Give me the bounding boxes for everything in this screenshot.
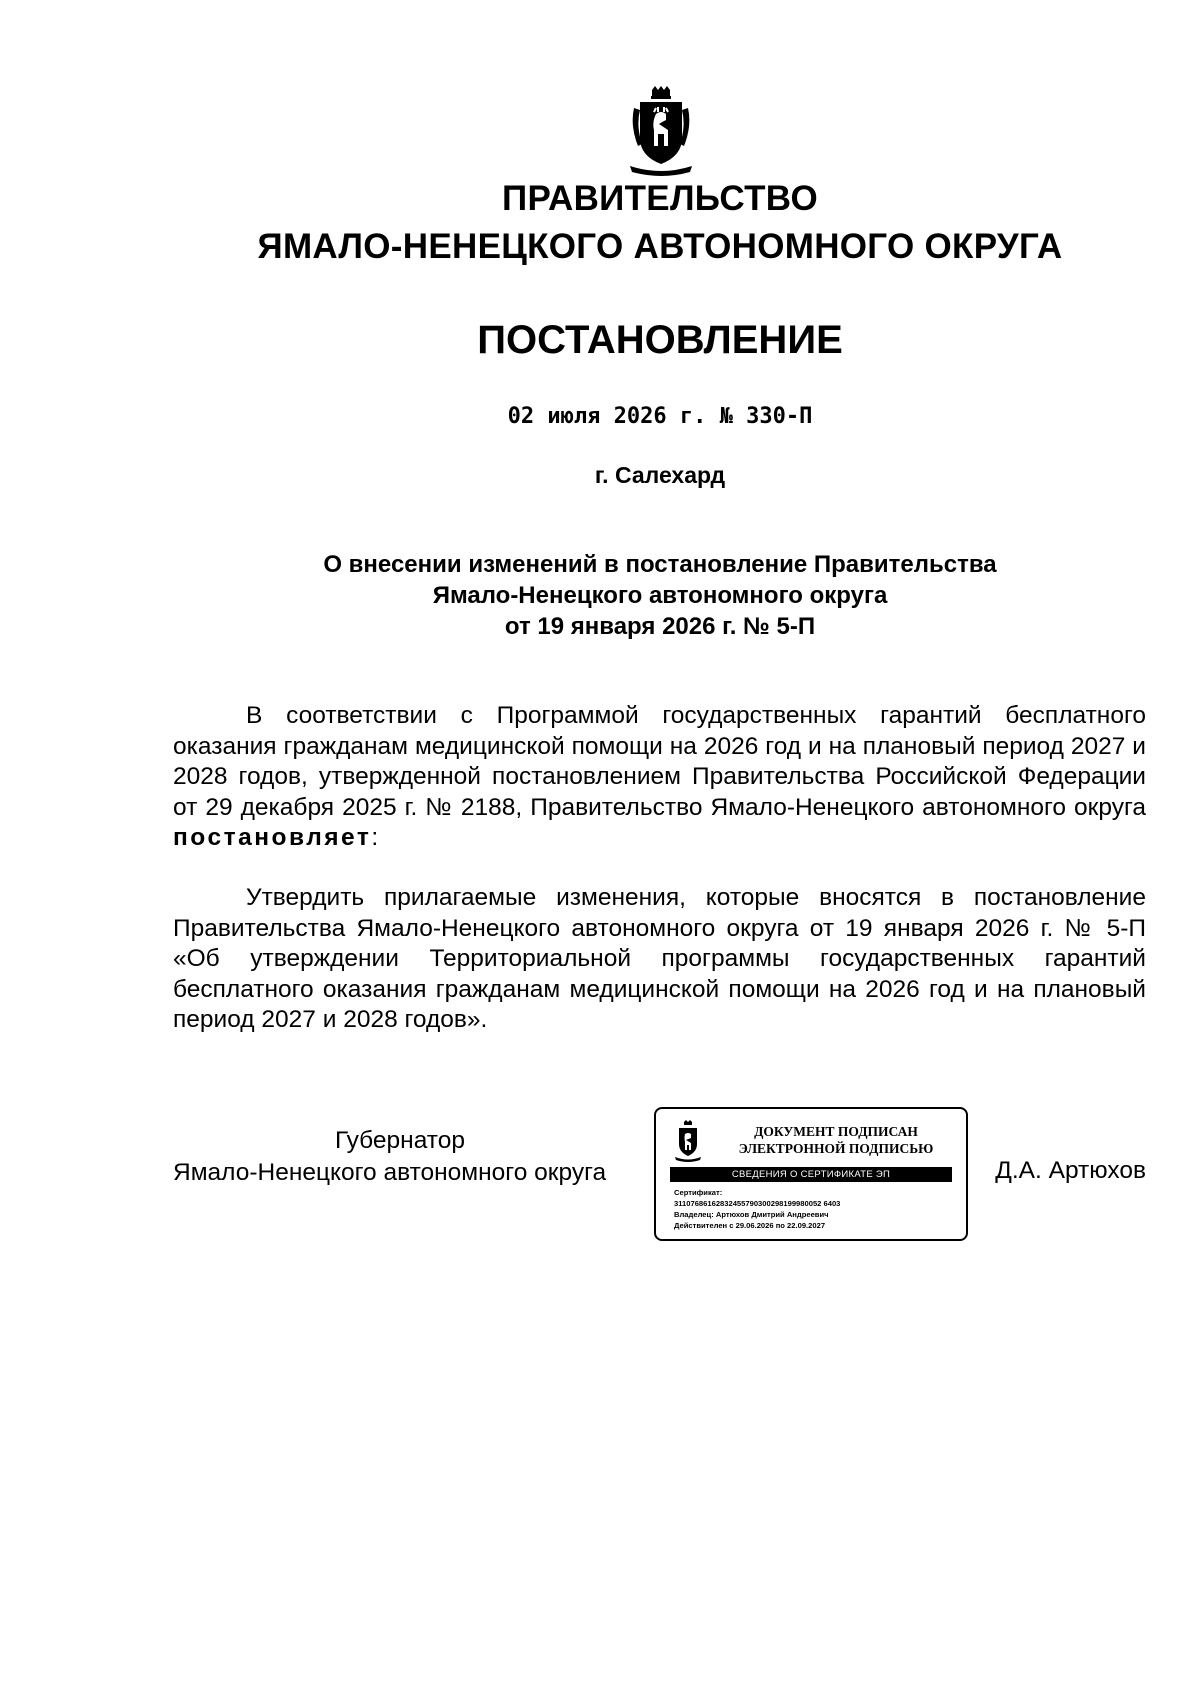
signatory-position: [173, 1125, 643, 1189]
stamp-coat-of-arms-icon: [674, 1120, 702, 1162]
paragraph-2-text: Утвердить прилагаемые изменения, которые вносятся в постановление Правительства Ямало-Ненецкого автономного округа от 19 января 2026 г. № 5-П «Об утверждении Территориальной программы государственных гарантий бесплатного оказания гражданам медицинской помощи на 2026 год и на плановый период 2027 и 2028 годов».: [173, 884, 1146, 1033]
body-paragraph-1: [173, 701, 1146, 854]
document-date-number: 02 июля 2026 г. № 330-П: [507, 404, 813, 429]
subject-line2: Ямало-Ненецкого автономного округа: [432, 582, 888, 609]
stamp-owner: Владелец: Артюхов Дмитрий Андреевич: [674, 1210, 829, 1219]
stamp-certificate-info: [674, 1187, 959, 1231]
paragraph-1-end: :: [371, 824, 379, 851]
signatory-name: Д.А. Артюхов: [995, 1157, 1146, 1184]
stamp-validity: Действителен с 29.06.2026 по 22.09.2027: [674, 1221, 826, 1230]
subject-line1: О внесении изменений в постановление Правительства: [323, 551, 997, 578]
document-place: г. Салехард: [594, 462, 726, 488]
signatory-region: Ямало-Ненецкого автономного округа: [173, 1159, 607, 1186]
document-type: ПОСТАНОВЛЕНИЕ: [477, 318, 843, 362]
coat-of-arms-icon: [628, 86, 694, 176]
stamp-cert-value: 31107686162832455790300298199980052 6403: [674, 1199, 841, 1208]
body-paragraph-2: [173, 883, 1146, 1036]
stamp-title-line1: ДОКУМЕНТ ПОДПИСАН: [754, 1124, 918, 1139]
electronic-signature-stamp: [654, 1107, 968, 1241]
stamp-cert-label: Сертификат:: [674, 1188, 723, 1197]
government-name-line2: ЯМАЛО-НЕНЕЦКОГО АВТОНОМНОГО ОКРУГА: [257, 227, 1063, 266]
paragraph-1-text: В соответствии с Программой государственных гарантий бесплатного оказания гражданам медицинской помощи на 2026 год и на плановый период 2027 и 2028 годов, утвержденной постановлением Правительства Российской Федерации от 29 декабря 2025 г. № 2188, Правительство Ямало-Ненецкого автономного округа: [173, 702, 1146, 821]
stamp-title: [716, 1123, 956, 1157]
resolution-keyword: постановляет: [173, 824, 372, 851]
document-subject: [0, 549, 1200, 642]
subject-line3: от 19 января 2026 г. № 5-П: [504, 613, 816, 640]
stamp-certificate-bar: СВЕДЕНИЯ О СЕРТИФИКАТЕ ЭП: [670, 1167, 952, 1182]
signatory-title: Губернатор: [335, 1127, 465, 1154]
government-name-line1: ПРАВИТЕЛЬСТВО: [501, 179, 818, 218]
stamp-title-line2: ЭЛЕКТРОННОЙ ПОДПИСЬЮ: [738, 1141, 934, 1156]
